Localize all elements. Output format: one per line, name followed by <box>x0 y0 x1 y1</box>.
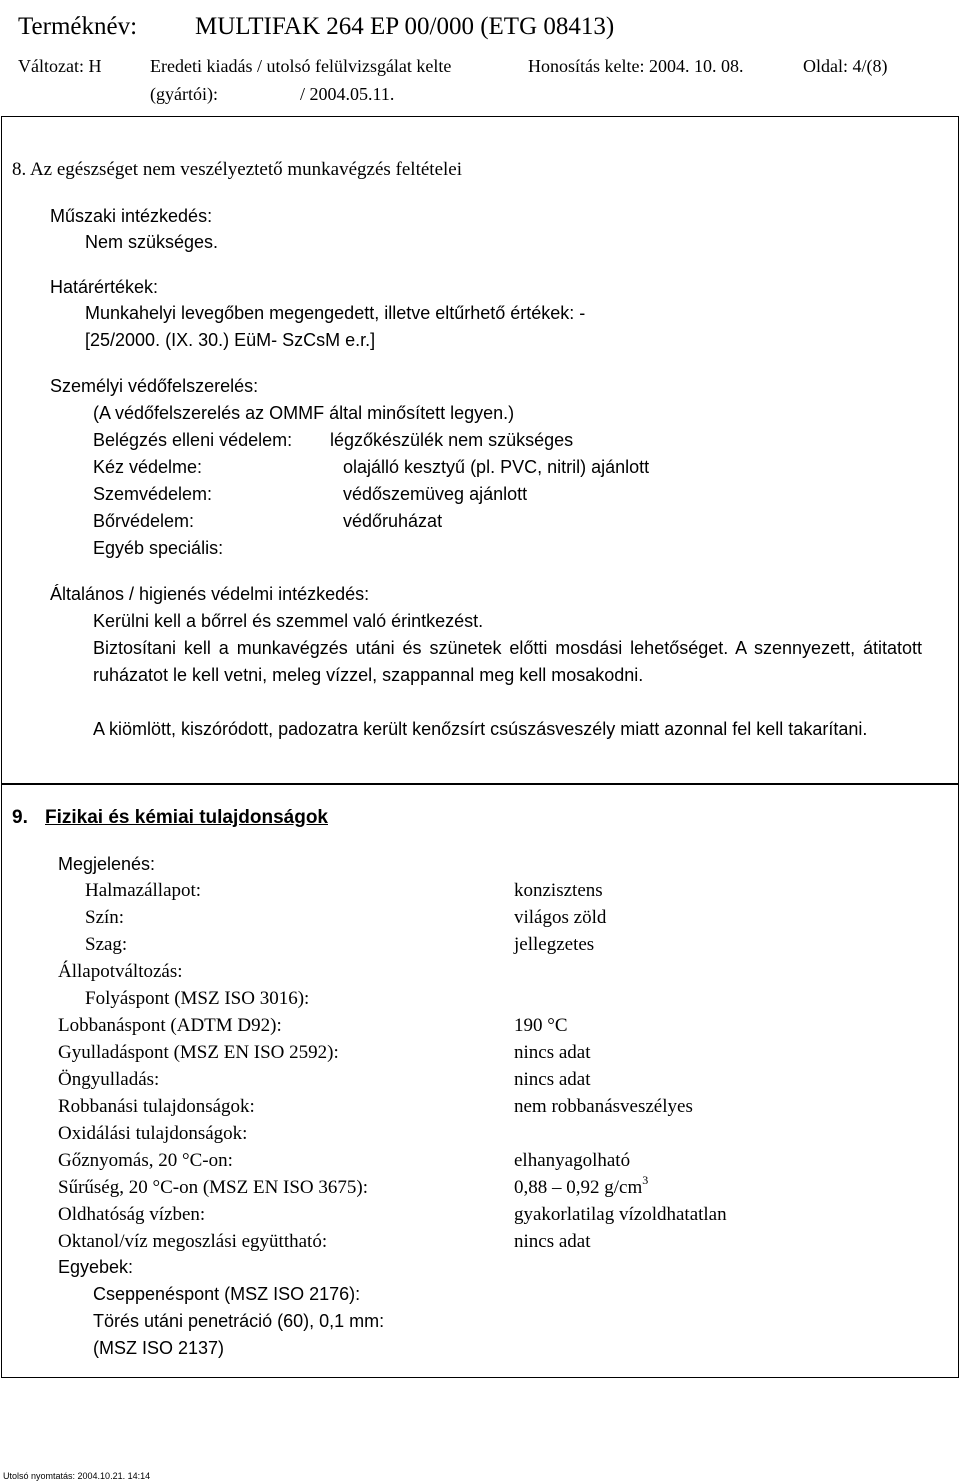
color-label: Szín: <box>85 907 125 928</box>
state-value: konzisztens <box>514 880 603 901</box>
edition-date: / 2004.05.11. <box>300 84 395 104</box>
ppe-item-label: Egyéb speciális: <box>93 538 224 558</box>
technical-label: Műszaki intézkedés: <box>50 206 213 226</box>
hygiene-paragraph1: Biztosítani kell a munkavégzés utáni és szünetek előtti mosdási lehetőséget. A szennyezett, átitatott ruházatot le kell vetni, meleg vízzel, szappannal meg kell mosakodni. <box>93 638 922 685</box>
explosive-label: Robbanási tulajdonságok: <box>58 1096 255 1117</box>
other-label: Egyebek: <box>58 1257 134 1277</box>
vapour-pressure-label: Gőznyomás, 20 °C-on: <box>58 1150 233 1171</box>
density-label: Sűrűség, 20 °C-on (MSZ EN ISO 3675): <box>58 1177 369 1198</box>
section9-number: 9. <box>12 807 28 828</box>
limits-line2: [25/2000. (IX. 30.) EüM- SzCsM e.r.] <box>85 330 376 350</box>
partition-value: nincs adat <box>514 1231 591 1252</box>
penetration-label: Törés utáni penetráció (60), 0,1 mm: <box>93 1311 385 1331</box>
edition-line1: Eredeti kiadás / utolsó felülvizsgálat kelte <box>150 56 452 76</box>
ppe-item-label: Kéz védelme: <box>93 457 203 477</box>
solubility-value: gyakorlatilag vízoldhatatlan <box>514 1204 727 1225</box>
last-printed: Utolsó nyomtatás: 2004.10.21. 14:14 <box>3 1471 151 1481</box>
ppe-item-value: védőszemüveg ajánlott <box>343 484 528 504</box>
ignition-point-label: Gyulladáspont (MSZ EN ISO 2592): <box>58 1042 339 1063</box>
partition-label: Oktanol/víz megoszlási együttható: <box>58 1231 328 1252</box>
limits-line1: Munkahelyi levegőben megengedett, illetve eltűrhető értékek: - <box>85 303 586 323</box>
solubility-label: Oldhatóság vízben: <box>58 1204 206 1225</box>
dropping-point-label: Cseppenéspont (MSZ ISO 2176): <box>93 1284 361 1304</box>
appearance-label: Megjelenés: <box>58 854 156 874</box>
odor-value: jellegzetes <box>514 934 595 955</box>
color-value: világos zöld <box>514 907 607 928</box>
state-label: Halmazállapot: <box>85 880 202 901</box>
odor-label: Szag: <box>85 934 128 955</box>
ppe-item-value: védőruházat <box>343 511 443 531</box>
density-value <box>514 1173 649 1199</box>
flow-point-label: Folyáspont (MSZ ISO 3016): <box>85 988 310 1009</box>
ppe-note: (A védőfelszerelés az OMMF által minősített legyen.) <box>93 403 515 423</box>
product-name: MULTIFAK 264 EP 00/000 (ETG 08413) <box>195 13 615 40</box>
section8-title: 8. Az egészséget nem veszélyeztető munkavégzés feltételei <box>12 159 462 180</box>
flash-point-value: 190 °C <box>514 1015 568 1036</box>
version-label: Változat: H <box>18 56 102 76</box>
localisation-date: Honosítás kelte: 2004. 10. 08. <box>528 56 744 76</box>
penetration-standard: (MSZ ISO 2137) <box>93 1338 225 1358</box>
vapour-pressure-value: elhanyagolható <box>514 1150 631 1171</box>
ppe-label: Személyi védőfelszerelés: <box>50 376 259 396</box>
section9-title: Fizikai és kémiai tulajdonságok <box>45 807 328 828</box>
page-number: Oldal: 4/(8) <box>803 56 888 76</box>
ppe-item-label: Belégzés elleni védelem: <box>93 430 293 450</box>
ppe-item-value: légzőkészülék nem szükséges <box>330 430 574 450</box>
ppe-item-label: Bőrvédelem: <box>93 511 195 531</box>
state-change-label: Állapotváltozás: <box>58 961 183 982</box>
autoignition-label: Öngyulladás: <box>58 1069 160 1090</box>
ppe-item-value: olajálló kesztyű (pl. PVC, nitril) ajánlott <box>343 457 650 477</box>
edition-line2: (gyártói): <box>150 84 218 104</box>
autoignition-value: nincs adat <box>514 1069 591 1090</box>
ppe-item-label: Szemvédelem: <box>93 484 213 504</box>
product-label: Terméknév: <box>18 13 138 40</box>
hygiene-label: Általános / higienés védelmi intézkedés: <box>50 584 370 604</box>
density-value-text: 0,88 – 0,92 g/cm <box>514 1177 643 1198</box>
density-unit-exponent: 3 <box>642 1173 649 1187</box>
oxidizing-label: Oxidálási tulajdonságok: <box>58 1123 248 1144</box>
explosive-value: nem robbanásveszélyes <box>514 1096 693 1117</box>
flash-point-label: Lobbanáspont (ADTM D92): <box>58 1015 282 1036</box>
ignition-point-value: nincs adat <box>514 1042 591 1063</box>
hygiene-paragraph2: A kiömlött, kiszóródott, padozatra került kenőzsírt csúszásveszély miatt azonnal fel kell takarítani. <box>93 719 868 739</box>
hygiene-line1: Kerülni kell a bőrrel és szemmel való érintkezést. <box>93 611 484 631</box>
limits-label: Határértékek: <box>50 277 159 297</box>
technical-value: Nem szükséges. <box>85 232 219 252</box>
